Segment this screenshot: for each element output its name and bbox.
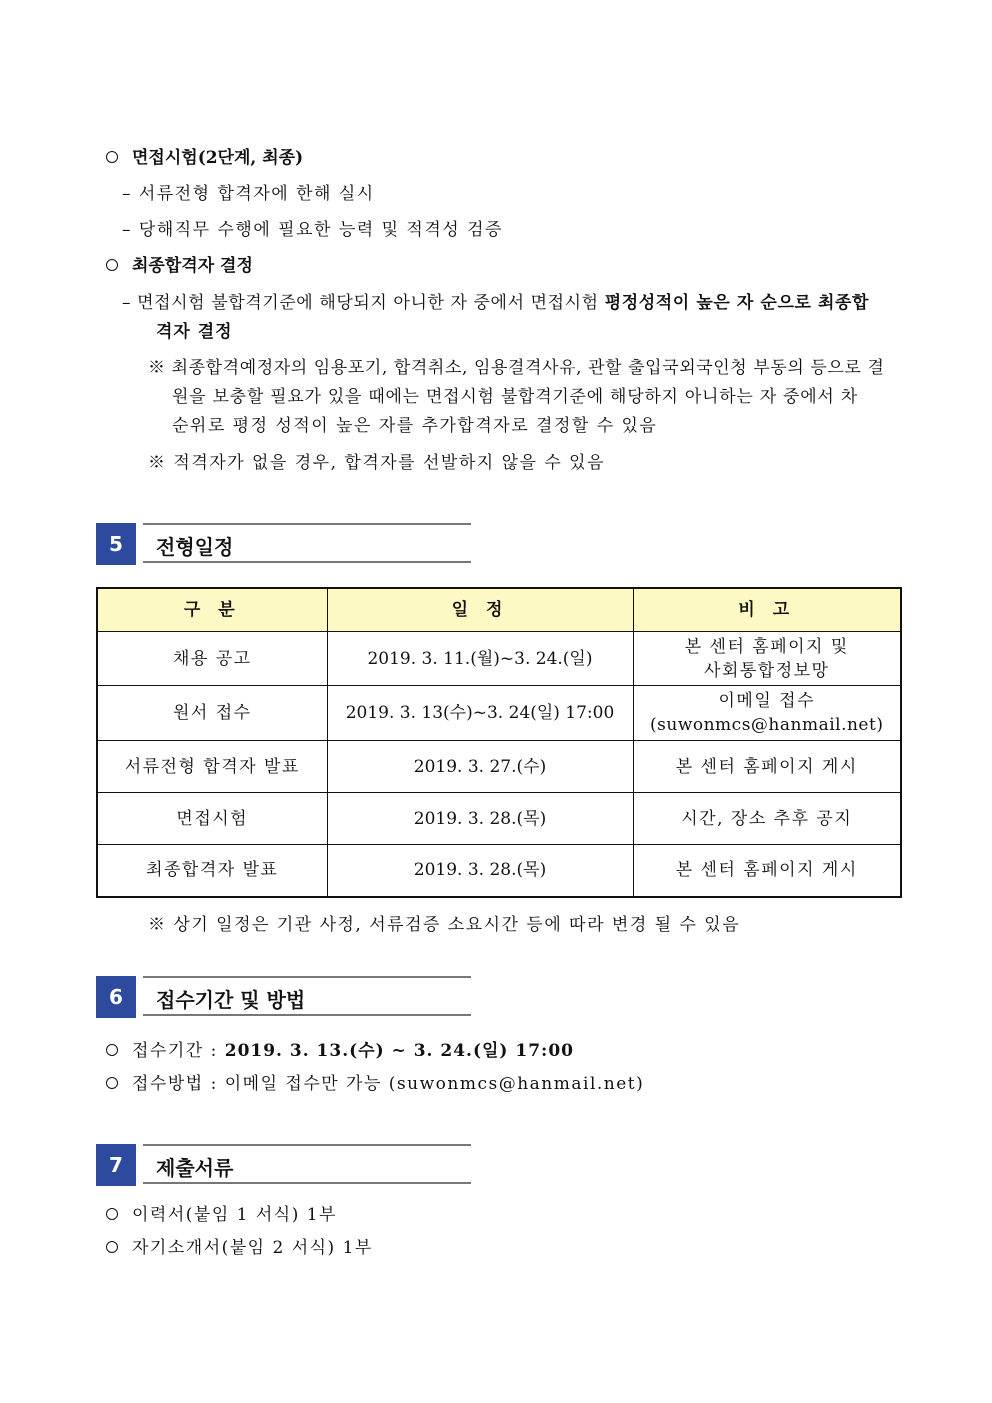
final-heading: 최종합격자 결정 (106, 251, 253, 276)
row-category: 채용 공고 (97, 632, 327, 686)
application-period: 접수기간 : 2019. 3. 13.(수) ~ 3. 24.(일) 17:00 (106, 1036, 574, 1061)
circle-bullet-icon (106, 259, 118, 271)
row-note: 본 센터 홈페이지 게시 (633, 845, 901, 897)
row-date: 2019. 3. 11.(월)~3. 24.(일) (327, 632, 633, 686)
section-7-number: 7 (96, 1144, 136, 1186)
row-category: 면접시험 (97, 793, 327, 845)
table-header-row (97, 588, 901, 632)
final-note2: ※ 적격자가 없을 경우, 합격자를 선발하지 않을 수 있음 (148, 453, 605, 473)
row-category: 서류전형 합격자 발표 (97, 741, 327, 793)
table-row (97, 845, 901, 897)
row-date: 2019. 3. 13(수)~3. 24(일) 17:00 (327, 686, 633, 741)
interview-item-2: – 당해직무 수행에 필요한 능력 및 적격성 검증 (122, 220, 503, 240)
table-row (97, 793, 901, 845)
table-row (97, 686, 901, 741)
table-row (97, 741, 901, 793)
circle-bullet-icon (106, 1077, 118, 1089)
interview-item-1: – 서류전형 합격자에 한해 실시 (122, 184, 375, 204)
application-method: 접수방법 : 이메일 접수만 가능 (suwonmcs@hanmail.net) (106, 1069, 644, 1094)
section-5-number: 5 (96, 523, 136, 565)
final-rule-line2: 격자 결정 (156, 322, 233, 342)
section-6-title: 접수기간 및 방법 (156, 988, 306, 1012)
row-note: 본 센터 홈페이지 및 사회통합정보망 (633, 632, 901, 686)
row-note: 시간, 장소 추후 공지 (633, 793, 901, 845)
interview-heading: 면접시험(2단계, 최종) (106, 143, 303, 168)
column-header-category: 구 분 (97, 588, 327, 632)
schedule-table (96, 587, 902, 898)
column-header-note: 비 고 (633, 588, 901, 632)
section-7-title: 제출서류 (156, 1156, 234, 1180)
row-category: 최종합격자 발표 (97, 845, 327, 897)
table-row (97, 632, 901, 686)
schedule-footnote: ※ 상기 일정은 기관 사정, 서류검증 소요시간 등에 따라 변경 될 수 있음 (148, 915, 741, 935)
document-item-cover-letter: 자기소개서(붙임 2 서식) 1부 (106, 1233, 373, 1258)
row-note: 본 센터 홈페이지 게시 (633, 741, 901, 793)
circle-bullet-icon (106, 1208, 118, 1220)
circle-bullet-icon (106, 1044, 118, 1056)
circle-bullet-icon (106, 151, 118, 163)
final-note1-line1: ※ 최종합격예정자의 임용포기, 합격취소, 임용결격사유, 관할 출입국외국인청 부동의 등으로 결 (148, 358, 885, 378)
document-item-resume: 이력서(붙임 1 서식) 1부 (106, 1200, 337, 1225)
final-note1-line3: 순위로 평정 성적이 높은 자를 추가합격자로 결정할 수 있음 (172, 416, 658, 436)
final-rule-line1: – 면접시험 불합격기준에 해당되지 아니한 자 중에서 면접시험 평정성적이 높은 자 순으로 최종합 (122, 293, 870, 313)
row-date: 2019. 3. 28.(목) (327, 845, 633, 897)
row-note: 이메일 접수 (suwonmcs@hanmail.net) (633, 686, 901, 741)
row-date: 2019. 3. 27.(수) (327, 741, 633, 793)
row-date: 2019. 3. 28.(목) (327, 793, 633, 845)
section-5-title: 전형일정 (156, 535, 234, 559)
row-category: 원서 접수 (97, 686, 327, 741)
column-header-date: 일 정 (327, 588, 633, 632)
final-note1-line2: 원을 보충할 필요가 있을 때에는 면접시험 불합격기준에 해당하지 아니하는 자 중에서 차 (172, 387, 858, 407)
circle-bullet-icon (106, 1241, 118, 1253)
section-6-number: 6 (96, 976, 136, 1018)
